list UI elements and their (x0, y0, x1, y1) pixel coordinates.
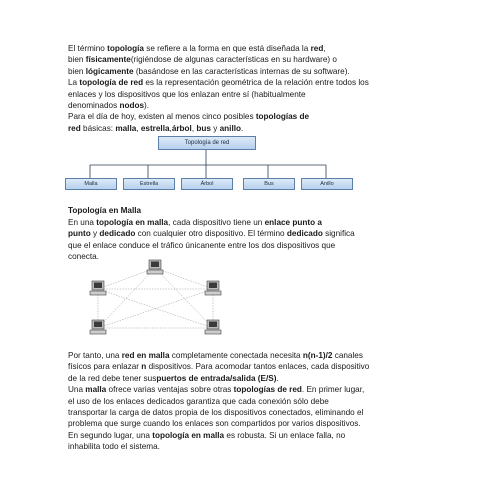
text-run: enlaces y los dispositivos que los enlazan entre sí (habitualmente (68, 89, 306, 99)
text-line (68, 228, 436, 239)
topology-tree-diagram (64, 136, 364, 196)
text-run: bien (68, 66, 86, 76)
section-title: Topología en Malla (68, 206, 142, 215)
bold-term: topologías de (255, 112, 310, 122)
bold-term: topologías de red (233, 385, 302, 395)
text-line (68, 100, 436, 111)
tree-leaf-malla: Malla (65, 178, 117, 190)
tree-root-box: Topología de red (158, 136, 256, 150)
text-line (68, 54, 436, 65)
bold-term: topología de red (79, 78, 144, 88)
bold-term: malla (115, 123, 137, 133)
bold-term: n(n-1)/2 (302, 351, 333, 360)
text-run: , (169, 123, 172, 133)
text-run: conecta. (68, 252, 99, 262)
bold-term: dedicado (99, 229, 136, 239)
tree-leaf-estrella: Estrella (123, 178, 175, 190)
bold-term: bus (196, 123, 211, 133)
mesh-topology-figure (80, 256, 240, 346)
text-run: y (90, 229, 100, 239)
bold-term: árbol (171, 123, 192, 133)
text-run: es la representación geométrica de la relación entre todos los (143, 78, 369, 88)
text-run: y (210, 123, 220, 133)
bold-term: lógicamente (85, 66, 134, 76)
computer-icon (147, 260, 163, 274)
text-line (68, 123, 436, 134)
text-run: El término (68, 44, 108, 53)
text-line (68, 407, 436, 418)
text-line (68, 43, 436, 54)
text-run: denominados (68, 101, 120, 111)
text-run: Para el día de hoy, existen al menos cinco posibles (68, 112, 256, 122)
text-run: ofrece varias ventajas sobre otras (106, 385, 234, 395)
text-run: completamente conectada necesita (169, 351, 303, 360)
text-run: con cualquier otro dispositivo. El término (135, 229, 287, 239)
text-run: problema que surge cuando los enlaces son compartidos por varios dispositivos. (68, 419, 361, 429)
text-run: (basándose en las características internas de su software). (133, 66, 350, 76)
text-line (68, 66, 436, 77)
bold-term: dedicado (286, 229, 323, 239)
computer-icon (205, 320, 221, 334)
bold-term: red en malla (121, 351, 170, 360)
bold-term: nodos (119, 101, 144, 111)
text-run: significa (322, 229, 355, 239)
text-run: . (276, 373, 279, 383)
text-line (68, 240, 436, 251)
text-run: ). (144, 101, 150, 111)
text-line (68, 217, 436, 228)
bold-term: topología en malla (96, 218, 169, 227)
text-run: es robusta. Si un enlace falla, no (224, 430, 346, 440)
closing-paragraph (68, 350, 436, 453)
text-run: , (323, 44, 326, 53)
text-run: , cada dispositivo tiene un (168, 218, 265, 227)
text-line (68, 111, 436, 122)
text-line (68, 396, 436, 407)
text-run: , (191, 123, 197, 133)
text-line (68, 350, 436, 361)
text-run: (rigiéndose de algunas características en su hardware) o (130, 55, 337, 65)
text-run: , (136, 123, 141, 133)
bold-term: enlace punto a (264, 218, 322, 227)
text-line (68, 384, 436, 395)
text-line (68, 77, 436, 88)
intro-paragraph (68, 43, 436, 134)
text-run: que el enlace conduce el tráfico únicanente entre los dos dispositivos que (68, 240, 336, 250)
text-run: se refiere a la forma en que está diseñada la (143, 44, 311, 53)
text-line (68, 373, 436, 384)
bold-term: red (68, 123, 81, 133)
computer-icon (90, 281, 106, 295)
bold-term: físicamente (85, 55, 131, 65)
text-run: de la red debe tener sus (68, 373, 157, 383)
text-run: Por tanto, una (68, 351, 122, 360)
bold-term: topología (107, 44, 144, 53)
text-run: La (68, 78, 80, 88)
bold-term: n (141, 362, 147, 372)
text-run: dispositivos. Para acomodar tantos enlaces, cada dispositivo (146, 362, 370, 372)
text-run: En una (68, 218, 97, 227)
text-run: . (241, 123, 244, 133)
bold-term: puertos de entrada/salida (E/S) (156, 373, 277, 383)
text-line (68, 89, 436, 100)
bold-term: punto (68, 229, 91, 239)
computer-icon (90, 320, 106, 334)
tree-leaf-arbol: Árbol (181, 178, 233, 190)
text-line (68, 418, 436, 429)
text-line (68, 361, 436, 372)
tree-leaf-bus: Bus (243, 178, 295, 190)
text-run: bien (68, 55, 86, 65)
text-run: inhabilita todo el sistema. (68, 442, 160, 452)
bold-term: estrella (140, 123, 170, 133)
text-line (68, 441, 436, 452)
text-run: En segundo lugar, una (68, 430, 153, 440)
bold-term: red (310, 44, 324, 53)
text-run: básicas: (80, 123, 116, 133)
bold-term: topología en malla (152, 430, 225, 440)
mesh-links (98, 268, 213, 328)
text-line (68, 430, 436, 441)
text-run: . En primer lugar, (301, 385, 365, 395)
text-run: canales (332, 351, 363, 360)
bold-term: anillo (219, 123, 242, 133)
text-run: físicos para enlazar (68, 362, 142, 372)
tree-leaf-anillo: Anillo (301, 178, 353, 190)
text-run: el uso de los enlaces dedicados garantiza que cada conexión sólo debe (68, 396, 329, 406)
computer-icon (205, 281, 221, 295)
text-run: transportar la carga de datos propia de los dispositivos conectados, eliminando el (68, 408, 364, 418)
bold-term: malla (85, 385, 107, 395)
text-run: Una (68, 385, 86, 395)
